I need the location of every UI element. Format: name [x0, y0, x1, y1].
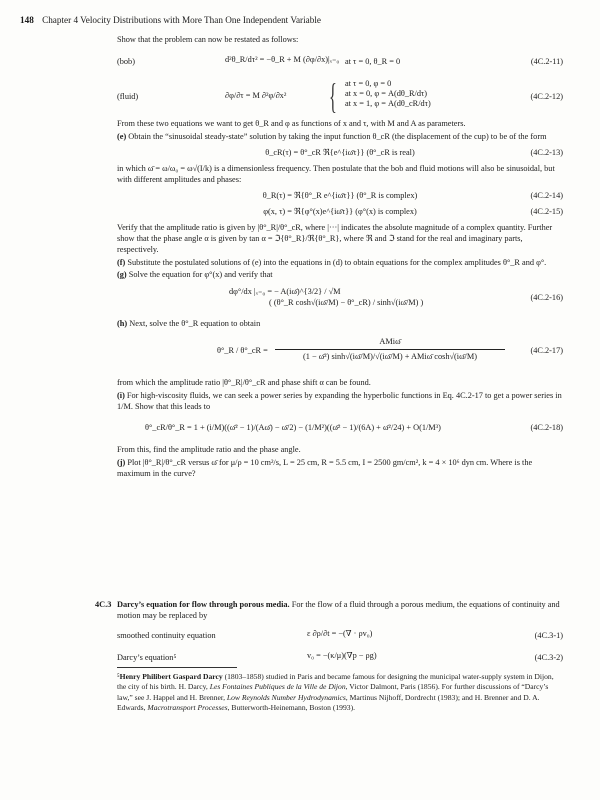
- part-f-body: Substitute the postulated solutions of (e) into the equations in (d) to obtain equations for the complex amplitudes θ°_R and φ°.: [127, 257, 547, 267]
- part-j-text: [117, 458, 563, 480]
- footnote-marker: ⁵: [117, 672, 120, 681]
- footnote-work-title: Low Reynolds Number Hydrodynamics: [226, 692, 346, 702]
- page-number: 148: [20, 15, 34, 25]
- fluid-condition: at τ = 0, φ = 0: [345, 78, 392, 88]
- footnote-work-title: Les Fontaines Publiques de la Ville de Dijon: [209, 682, 346, 692]
- part-j-label: (j): [117, 458, 126, 468]
- running-title: Chapter 4 Velocity Distributions with More Than One Independent Variable: [42, 15, 321, 25]
- footnote-text: , Martinus Nijhoff, Dordrecht (1983); and H. Brenner and D. A. Edwards,: [117, 692, 540, 713]
- part-f-label: (f): [117, 257, 126, 267]
- equation-4c3-2: [117, 651, 563, 666]
- bob-equation-body: d²θ_R/dτ² = −θ_R + M (∂φ/∂x)|ₓ₌₀: [225, 54, 340, 64]
- part-e-text-2: in which ω̄ = ω/ω₀ = ω√(I/k) is a dimensionless frequency. Then postulate that the bob and fluid motions will also be sinusoidal, but with different amplitudes and phases:: [117, 163, 555, 184]
- equation-4c2-16: [117, 285, 563, 315]
- bob-condition: at τ = 0, θ_R = 0: [345, 56, 401, 66]
- equation-4c2-16-rhs: ( (θ°_R cosh√(iω̄/M) − θ°_cR) / sinh√(iω̄/M) ): [269, 298, 424, 308]
- bob-equation-number: (4C.2-11): [530, 56, 563, 66]
- fluid-label: (fluid): [117, 91, 139, 101]
- footnote-text: (1803–1858) studied in Paris and became famous for designing the municipal water-supply system in Dijon, the city of his birth. H. Darcy,: [117, 672, 554, 692]
- footnote-work-title: Macrotransport Processes: [147, 703, 228, 713]
- part-i-label: (i): [117, 391, 125, 401]
- footnote-text: , Butterworth-Heinemann, Boston (1993).: [227, 703, 355, 713]
- part-h-after: from which the amplitude ratio |θ°_R|/θ°_cR and phase shift α can be found.: [117, 378, 371, 388]
- equation-4c3-1-label: smoothed continuity equation: [117, 630, 216, 640]
- verify-text: Verify that the amplitude ratio is given by |θ°_R|/θ°_cR, where |···| indicates the absolute magnitude of a complex quantity. Further show that the phase angle α is given by tan α = ℑ{θ°_R}/ℜ{θ°_R}, where ℜ and ℑ stand for the real and imaginary parts, respectively.: [117, 222, 553, 254]
- brace-symbol: {: [329, 75, 337, 116]
- equation-4c2-14: [117, 191, 563, 202]
- equation-4c2-14-body: θ_R(τ) = ℜ{θ°_R e^{iω̄τ}} (θ°_R is complex): [262, 190, 418, 200]
- part-h-label: (h): [117, 319, 128, 329]
- equation-4c2-17-numerator: AMiω̄: [275, 337, 505, 350]
- equation-4c2-16-lhs: dφ°/dx |ₓ₌₀: [229, 287, 266, 297]
- part-e-body: Obtain the “sinusoidal steady-state” solution by taking the input function θ_cR (the displacement of the cup) to be of the form: [128, 131, 547, 141]
- footnote-name: Henry Philibert Gaspard Darcy: [119, 672, 223, 681]
- bob-label: (bob): [117, 56, 135, 66]
- footnote-text: , Victor Dalmont, Paris (1856). For further discussions of “Darcy’s law,” see J. Happel and H. Brenner,: [117, 682, 549, 702]
- part-e-text: [117, 132, 563, 143]
- equation-4c2-18-body: θ°_cR/θ°_R = 1 + (i/M)((ω̄² − 1)/(Aω̄) − ω̄/2) − (1/M²)((ω̄² − 1)/(6A) + ω̄²/24) + O(1/M³): [145, 423, 441, 433]
- equation-4c2-17-denominator: (1 − ω̄²) sinh√(iω̄/M)/√(iω̄/M) + AMiω̄ cosh√(iω̄/M): [302, 352, 478, 362]
- part-j-body: Plot |θ°_R|/θ°_cR versus ω̄ for μ/ρ = 10 cm²/s, L = 25 cm, R = 5.5 cm, I = 2500 gm/cm², k = 4 × 10⁶ dyn cm. Where is the maximum in the curve?: [117, 458, 533, 478]
- equation-4c3-2-label: Darcy’s equation⁵: [117, 652, 177, 662]
- part-h-body: Next, solve the θ°_R equation to obtain: [129, 319, 261, 329]
- problem-4c3-intro: [117, 600, 563, 622]
- equation-4c2-17-lhs: θ°_R / θ°_cR =: [217, 346, 268, 356]
- footnote-rule: [117, 667, 237, 668]
- page-body: [117, 35, 563, 480]
- part-g-body: Solve the equation for φ°(x) and verify that: [128, 270, 273, 280]
- part-h-text: [117, 319, 563, 330]
- equation-4c3-2-number: (4C.3-2): [534, 652, 563, 662]
- equation-4c2-16-mid: = − A(iω̄)^{3/2} / √M: [267, 287, 341, 297]
- fluid-equation-body: ∂φ/∂τ = M ∂²φ/∂x²: [225, 90, 287, 100]
- equation-4c2-14-number: (4C.2-14): [530, 190, 563, 200]
- equation-4c2-18-number: (4C.2-18): [530, 423, 563, 433]
- footnote: [117, 672, 563, 714]
- problem-4c3-title: Darcy’s equation for flow through porous media.: [117, 600, 290, 609]
- problem-4c3-text: For the flow of a fluid through a porous medium, the equations of continuity and motion may be replaced by: [117, 600, 560, 620]
- equation-4c2-15-number: (4C.2-15): [530, 206, 563, 216]
- fluid-condition: at x = 0, φ = A(dθ_R/dτ): [345, 89, 428, 99]
- part-e-label: (e): [117, 131, 127, 141]
- part-g-label: (g): [117, 270, 127, 280]
- equation-4c2-17-number: (4C.2-17): [530, 346, 563, 356]
- equation-4c2-15-body: φ(x, τ) = ℜ{φ°(x)e^{iω̄τ}} (φ°(x) is complex): [263, 206, 417, 216]
- intro-text: Show that the problem can now be restated as follows:: [117, 35, 299, 44]
- paragraph-from: From these two equations we want to get θ_R and φ as functions of x and τ, with M and A as parameters.: [117, 118, 466, 128]
- equation-4c2-17: [117, 334, 563, 374]
- problem-number: 4C.3: [95, 600, 112, 609]
- equation-4c3-1-number: (4C.3-1): [534, 630, 563, 640]
- fluid-conditions: [345, 79, 431, 109]
- equation-4c3-1-body: ε ∂ρ/∂t = −(∇ · ρv₀): [307, 628, 373, 638]
- equation-4c2-13-body: θ_cR(τ) = θ°_cR ℜ{e^{iω̄τ}} (θ°_cR is real): [265, 147, 415, 157]
- equation-4c2-13: [117, 148, 563, 159]
- equation-4c2-17-fraction: [275, 337, 505, 363]
- part-g-text: [117, 270, 563, 281]
- fluid-condition: at x = 1, φ = A(dθ_cR/dτ): [345, 99, 431, 109]
- page-header: [20, 14, 585, 26]
- equation-4c2-16-number: (4C.2-16): [530, 293, 563, 303]
- part-f-text: [117, 258, 563, 269]
- fluid-equation: [117, 75, 563, 116]
- bob-equation: [117, 49, 563, 75]
- equation-4c2-16-body: [229, 287, 423, 309]
- equation-4c2-15: [117, 207, 563, 218]
- problem-4c3: [95, 600, 563, 666]
- part-i-after: From this, find the amplitude ratio and the phase angle.: [117, 445, 301, 455]
- equation-4c3-1: [117, 629, 563, 644]
- part-i-body: For high-viscosity fluids, we can seek a power series by expanding the hyperbolic functions in Eq. 4C.2-17 to get a power series in 1/M. Show that this leads to: [117, 391, 562, 412]
- part-i-text: [117, 391, 563, 413]
- equation-4c3-2-body: v₀ = −(κ/μ)(∇p − ρg): [307, 650, 377, 660]
- fluid-equation-number: (4C.2-12): [530, 91, 563, 101]
- equation-4c2-18: [117, 417, 563, 441]
- equation-4c2-13-number: (4C.2-13): [530, 147, 563, 157]
